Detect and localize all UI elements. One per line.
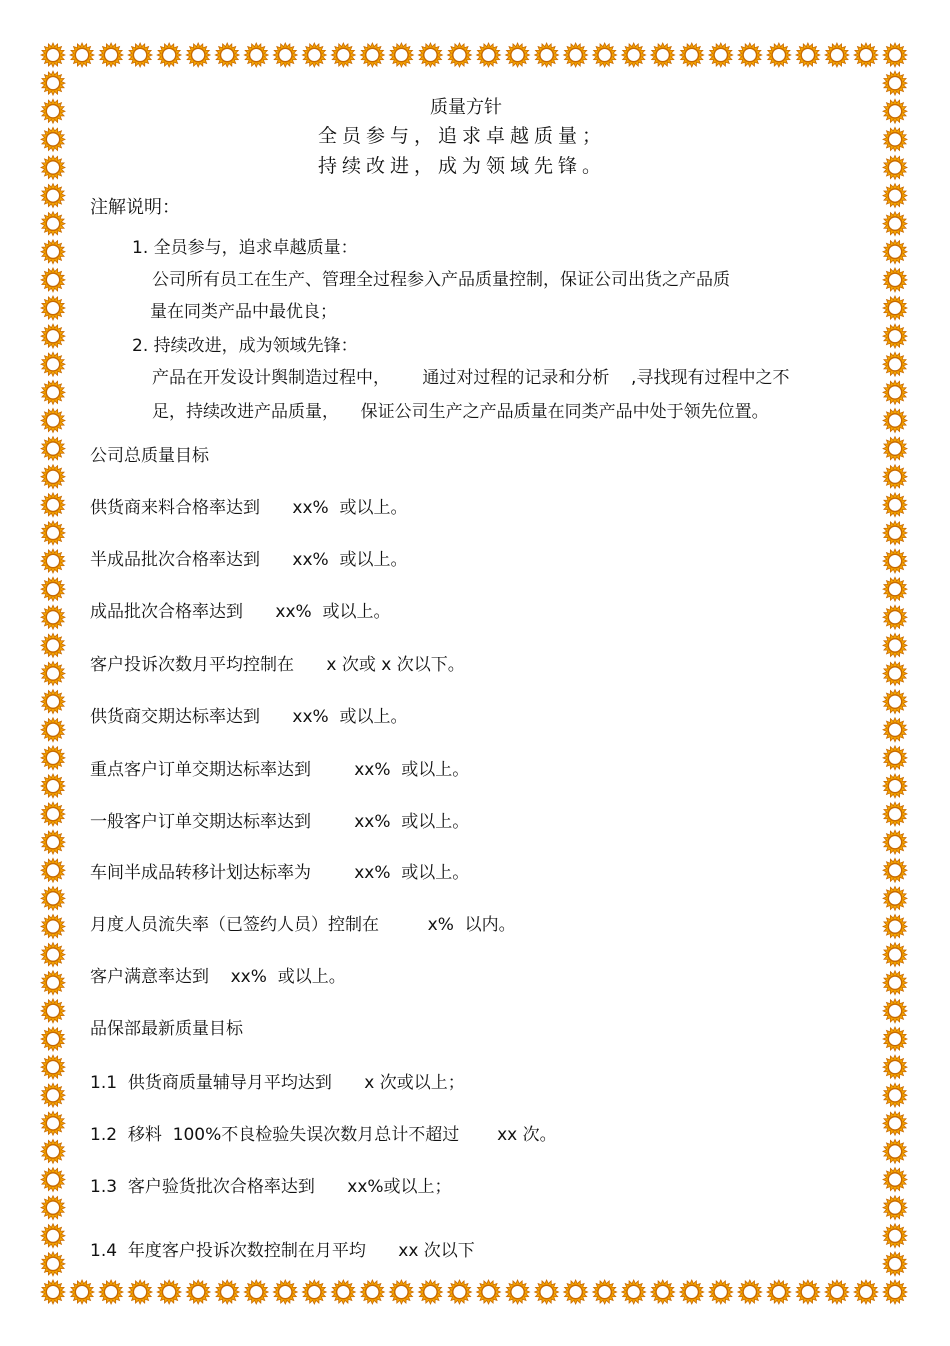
company-goal-item: 半成品批次合格率达到 xx% 或以上。 <box>90 550 408 570</box>
sunflower-icon <box>244 43 268 67</box>
company-goal-item: 客户满意率达到 xx% 或以上。 <box>90 967 346 987</box>
sunflower-icon <box>447 43 471 67</box>
sunflower-icon <box>447 1280 471 1304</box>
sunflower-icon <box>883 212 907 236</box>
sunflower-icon <box>41 268 65 292</box>
sunflower-icon <box>41 408 65 432</box>
sunflower-icon <box>41 971 65 995</box>
sunflower-icon <box>883 746 907 770</box>
sunflower-icon <box>883 1196 907 1220</box>
sunflower-icon <box>41 465 65 489</box>
page-title: 质量方针 <box>430 97 502 118</box>
sunflower-icon <box>41 1139 65 1163</box>
note-2-body-line-1: 产品在开发设计舆制造过程中， 通过对过程的记录和分析 ,寻找现有过程中之不 <box>152 368 790 388</box>
sunflower-icon <box>709 1280 733 1304</box>
sunflower-icon <box>41 830 65 854</box>
sunflower-icon <box>70 43 94 67</box>
sunflower-icon <box>738 43 762 67</box>
sunflower-icon <box>767 1280 791 1304</box>
sunflower-icon <box>883 718 907 742</box>
sunflower-icon <box>738 1280 762 1304</box>
sunflower-icon <box>186 1280 210 1304</box>
sunflower-icon <box>535 1280 559 1304</box>
sunflower-icon <box>564 43 588 67</box>
sunflower-icon <box>883 437 907 461</box>
sunflower-icon <box>883 858 907 882</box>
sunflower-icon <box>883 1027 907 1051</box>
sunflower-icon <box>215 1280 239 1304</box>
sunflower-icon <box>41 718 65 742</box>
sunflower-icon <box>41 1252 65 1276</box>
sunflower-icon <box>883 71 907 95</box>
sunflower-icon <box>302 43 326 67</box>
sunflower-icon <box>564 1280 588 1304</box>
sunflower-icon <box>622 1280 646 1304</box>
sunflower-icon <box>883 380 907 404</box>
sunflower-icon <box>883 577 907 601</box>
sunflower-icon <box>883 408 907 432</box>
sunflower-icon <box>854 43 878 67</box>
sunflower-icon <box>883 268 907 292</box>
sunflower-icon <box>593 1280 617 1304</box>
sunflower-icon <box>215 43 239 67</box>
sunflower-icon <box>389 1280 413 1304</box>
sunflower-icon <box>41 296 65 320</box>
sunflower-icon <box>883 1139 907 1163</box>
sunflower-icon <box>883 774 907 798</box>
sunflower-icon <box>883 915 907 939</box>
sunflower-icon <box>883 1168 907 1192</box>
sunflower-icon <box>477 43 501 67</box>
sunflower-icon <box>883 1111 907 1135</box>
sunflower-icon <box>41 915 65 939</box>
company-goal-item: 客户投诉次数月平均控制在 x 次或 x 次以下。 <box>90 655 465 675</box>
dept-goal-item: 1.2 移料 100%不良检验失误次数月总计不超过 xx 次。 <box>90 1125 557 1145</box>
sunflower-icon <box>883 127 907 151</box>
sunflower-icon <box>128 1280 152 1304</box>
sunflower-icon <box>41 1280 65 1304</box>
sunflower-icon <box>651 1280 675 1304</box>
notes-heading: 注解说明： <box>90 197 180 218</box>
sunflower-icon <box>389 43 413 67</box>
company-goal-item: 成品批次合格率达到 xx% 或以上。 <box>90 602 391 622</box>
sunflower-icon <box>883 493 907 517</box>
sunflower-icon <box>506 1280 530 1304</box>
dept-goal-item: 1.3 客户验货批次合格率达到 xx%或以上； <box>90 1177 452 1197</box>
sunflower-icon <box>883 943 907 967</box>
sunflower-icon <box>41 662 65 686</box>
sunflower-icon <box>41 746 65 770</box>
sunflower-icon <box>883 99 907 123</box>
company-goals-heading: 公司总质量目标 <box>90 446 209 466</box>
sunflower-icon <box>883 971 907 995</box>
sunflower-icon <box>883 999 907 1023</box>
sunflower-icon <box>854 1280 878 1304</box>
sunflower-icon <box>883 1280 907 1304</box>
sunflower-icon <box>41 605 65 629</box>
sunflower-icon <box>360 43 384 67</box>
company-goal-item: 一般客户订单交期达标率达到 xx% 或以上。 <box>90 812 470 832</box>
sunflower-icon <box>41 324 65 348</box>
sunflower-icon <box>41 577 65 601</box>
sunflower-icon <box>157 43 181 67</box>
sunflower-icon <box>41 633 65 657</box>
sunflower-icon <box>41 352 65 376</box>
sunflower-icon <box>883 324 907 348</box>
sunflower-icon <box>128 43 152 67</box>
sunflower-icon <box>883 521 907 545</box>
sunflower-icon <box>825 1280 849 1304</box>
sunflower-icon <box>883 1083 907 1107</box>
sunflower-icon <box>41 184 65 208</box>
sunflower-icon <box>41 99 65 123</box>
sunflower-icon <box>767 43 791 67</box>
sunflower-icon <box>506 43 530 67</box>
sunflower-icon <box>796 1280 820 1304</box>
sunflower-icon <box>41 549 65 573</box>
sunflower-icon <box>825 43 849 67</box>
sunflower-icon <box>883 155 907 179</box>
sunflower-icon <box>680 43 704 67</box>
sunflower-icon <box>41 1027 65 1051</box>
dept-goals-heading: 品保部最新质量目标 <box>90 1019 243 1039</box>
note-1-body-line-2: 量在同类产品中最优良； <box>150 302 337 322</box>
sunflower-icon <box>41 380 65 404</box>
sunflower-icon <box>883 633 907 657</box>
sunflower-icon <box>651 43 675 67</box>
dept-goal-item: 1.1 供货商质量辅导月平均达到 x 次或以上； <box>90 1073 465 1093</box>
sunflower-icon <box>41 43 65 67</box>
sunflower-icon <box>41 1083 65 1107</box>
sunflower-icon <box>41 212 65 236</box>
sunflower-icon <box>41 690 65 714</box>
sunflower-icon <box>883 662 907 686</box>
sunflower-icon <box>883 296 907 320</box>
sunflower-icon <box>41 71 65 95</box>
sunflower-icon <box>883 1252 907 1276</box>
sunflower-icon <box>41 1111 65 1135</box>
sunflower-icon <box>41 999 65 1023</box>
company-goal-item: 月度人员流失率（已签约人员）控制在 x% 以内。 <box>90 915 516 935</box>
sunflower-icon <box>41 521 65 545</box>
sunflower-icon <box>360 1280 384 1304</box>
sunflower-icon <box>41 437 65 461</box>
sunflower-icon <box>593 43 617 67</box>
sunflower-icon <box>883 184 907 208</box>
sunflower-icon <box>883 605 907 629</box>
company-goal-item: 重点客户订单交期达标率达到 xx% 或以上。 <box>90 760 470 780</box>
sunflower-icon <box>99 1280 123 1304</box>
note-1-body-line-1: 公司所有员工在生产、管理全过程参入产品质量控制，保证公司出货之产品质 <box>152 270 730 290</box>
sunflower-icon <box>418 1280 442 1304</box>
sunflower-icon <box>157 1280 181 1304</box>
company-goal-item: 车间半成品转移计划达标率为 xx% 或以上。 <box>90 863 470 883</box>
sunflower-icon <box>273 43 297 67</box>
sunflower-icon <box>273 1280 297 1304</box>
sunflower-icon <box>41 1168 65 1192</box>
motto-line-2: 持续改进，成为领域先锋。 <box>318 155 607 177</box>
sunflower-icon <box>709 43 733 67</box>
sunflower-icon <box>41 943 65 967</box>
note-2-title: 2. 持续改进，成为领域先锋： <box>132 336 358 356</box>
sunflower-icon <box>331 1280 355 1304</box>
sunflower-icon <box>41 1055 65 1079</box>
sunflower-icon <box>41 155 65 179</box>
sunflower-icon <box>99 43 123 67</box>
note-1-title: 1. 全员参与，追求卓越质量： <box>132 238 358 258</box>
dept-goal-item: 1.4 年度客户投诉次数控制在月平均 xx 次以下 <box>90 1241 475 1261</box>
sunflower-icon <box>41 127 65 151</box>
sunflower-icon <box>883 352 907 376</box>
sunflower-icon <box>883 240 907 264</box>
sunflower-icon <box>680 1280 704 1304</box>
sunflower-icon <box>883 549 907 573</box>
sunflower-icon <box>244 1280 268 1304</box>
sunflower-icon <box>883 1055 907 1079</box>
sunflower-icon <box>41 1196 65 1220</box>
sunflower-icon <box>883 465 907 489</box>
sunflower-icon <box>477 1280 501 1304</box>
motto-line-1: 全员参与，追求卓越质量； <box>318 125 607 147</box>
sunflower-icon <box>41 240 65 264</box>
sunflower-icon <box>41 858 65 882</box>
sunflower-icon <box>883 690 907 714</box>
sunflower-icon <box>186 43 210 67</box>
sunflower-icon <box>622 43 646 67</box>
sunflower-icon <box>883 1224 907 1248</box>
sunflower-icon <box>535 43 559 67</box>
sunflower-icon <box>883 886 907 910</box>
company-goal-item: 供货商交期达标率达到 xx% 或以上。 <box>90 707 408 727</box>
sunflower-icon <box>70 1280 94 1304</box>
sunflower-icon <box>41 774 65 798</box>
company-goal-item: 供货商来料合格率达到 xx% 或以上。 <box>90 498 408 518</box>
sunflower-icon <box>331 43 355 67</box>
sunflower-icon <box>41 1224 65 1248</box>
sunflower-icon <box>883 43 907 67</box>
sunflower-icon <box>41 886 65 910</box>
sunflower-icon <box>883 830 907 854</box>
sunflower-icon <box>418 43 442 67</box>
sunflower-icon <box>41 493 65 517</box>
sunflower-icon <box>796 43 820 67</box>
sunflower-icon <box>41 802 65 826</box>
note-2-body-line-2: 足，持续改进产品质量， 保证公司生产之产品质量在同类产品中处于领先位置。 <box>152 402 769 422</box>
sunflower-icon <box>302 1280 326 1304</box>
sunflower-icon <box>883 802 907 826</box>
